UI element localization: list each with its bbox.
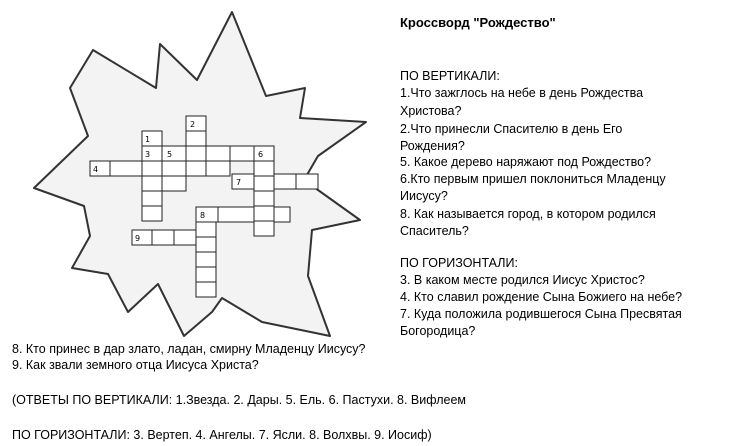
horizontal-clue-line: 7. Куда положила родившегося Сына Пресвятая [400, 307, 682, 321]
grid-cell [162, 161, 186, 176]
grid-cell [196, 267, 216, 282]
grid-cell [254, 191, 274, 206]
grid-cell [296, 174, 318, 189]
grid-cell [162, 146, 186, 161]
grid-cell [142, 206, 162, 221]
vertical-heading: ПО ВЕРТИКАЛИ: [400, 69, 500, 83]
grid-cell [254, 161, 274, 176]
horizontal-heading: ПО ГОРИЗОНТАЛИ: [400, 256, 518, 270]
horizontal-clue-line: 3. В каком месте родился Иисус Христос? [400, 273, 645, 287]
grid-cell [110, 161, 142, 176]
word-4-horizontal [90, 161, 230, 176]
word-8-vertical [196, 222, 216, 297]
vertical-clue-line: Рождения? [400, 139, 465, 153]
grid-cell [186, 131, 206, 146]
horizontal-clue-line: Богородица? [400, 324, 476, 338]
vertical-clue-line: Спаситель? [400, 224, 469, 238]
word-6-vertical [254, 161, 274, 236]
word-7-horizontal [232, 174, 318, 189]
grid-cell [186, 116, 206, 131]
grid-cell [142, 176, 162, 191]
vertical-clue-line: Иисусу? [400, 189, 448, 203]
horizontal-clue-line: 9. Как звали земного отца Иисуса Христа? [12, 358, 259, 372]
grid-cell [142, 161, 162, 176]
grid-cell [196, 237, 216, 252]
grid-cell [186, 146, 206, 161]
grid-number-5: 5 [167, 150, 173, 159]
horizontal-clue-line: 8. Кто принес в дар злато, ладан, смирну Младенцу Иисусу? [12, 342, 366, 356]
grid-number-7: 7 [236, 178, 242, 187]
grid-number-1: 1 [145, 135, 151, 144]
grid-cell [206, 146, 230, 161]
grid-cell [162, 176, 186, 191]
horizontal-clue-line: 4. Кто славил рождение Сына Божиего на небе? [400, 290, 683, 304]
vertical-clue-line: 8. Как называется город, в котором родился [400, 207, 656, 221]
grid-number-3: 3 [145, 150, 151, 159]
grid-cell [152, 230, 174, 245]
answers-horizontal: ПО ГОРИЗОНТАЛИ: 3. Вертеп. 4. Ангелы. 7. Ясли. 8. Волхвы. 9. Иосиф) [12, 428, 432, 442]
word-5-vertical [162, 176, 186, 191]
grid-cell [196, 282, 216, 297]
grid-cell [196, 252, 216, 267]
grid-number-6: 6 [258, 150, 264, 159]
grid-number-4: 4 [93, 165, 99, 174]
word-3-horizontal [142, 146, 274, 161]
page-title: Кроссворд "Рождество" [400, 15, 556, 30]
grid-cell [274, 174, 296, 189]
grid-cell [254, 221, 274, 236]
vertical-clue-line: 6.Кто первым пришел поклониться Младенцу [400, 172, 666, 186]
grid-cell [196, 222, 216, 237]
grid-cell [142, 191, 162, 206]
vertical-clue-line: 1.Что зажглось на небе в день Рождества [400, 86, 644, 100]
grid-cell [254, 176, 274, 191]
grid-cell [186, 161, 206, 176]
grid-number-8: 8 [200, 211, 206, 220]
grid-number-2: 2 [190, 120, 196, 129]
grid-cell [254, 206, 274, 221]
grid-cell [274, 207, 290, 222]
grid-cell [174, 230, 196, 245]
vertical-clue-line: 5. Какое дерево наряжают под Рождество? [400, 155, 652, 169]
grid-cell [206, 161, 230, 176]
vertical-clue-line: Христова? [400, 104, 462, 118]
word-9-horizontal [132, 230, 196, 245]
vertical-clue-line: 2.Что принесли Спасителю в день Его [400, 122, 623, 136]
grid-cell [218, 207, 254, 222]
word-8-horizontal [196, 207, 290, 222]
grid-cell [230, 146, 254, 161]
answers-vertical: (ОТВЕТЫ ПО ВЕРТИКАЛИ: 1.Звезда. 2. Дары. 5. Ель. 6. Пастухи. 8. Вифлеем [12, 393, 467, 407]
grid-number-9: 9 [135, 234, 141, 243]
grid-cell [254, 146, 274, 161]
